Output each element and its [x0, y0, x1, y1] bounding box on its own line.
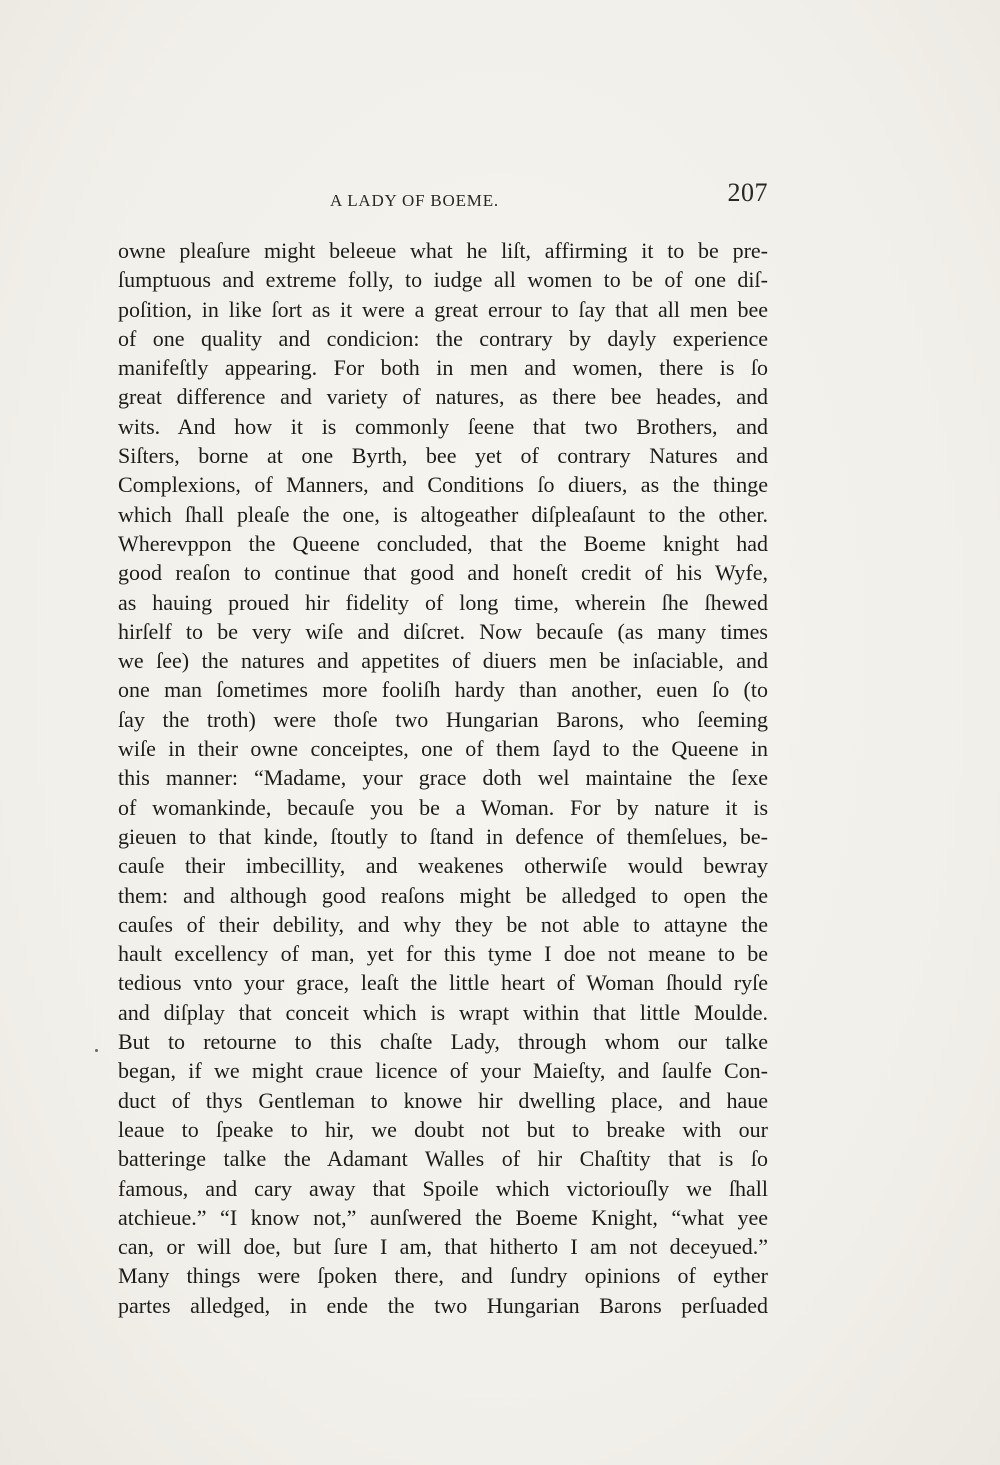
text-line: this manner: “Madame, your grace doth wel maintaine the ſexe — [118, 765, 768, 791]
running-head — [118, 178, 768, 218]
page-number: 207 — [727, 178, 768, 207]
text-line: poſition, in like ſort as it were a great errour to ſay that all men bee — [118, 296, 768, 322]
text-line: gieuen to that kinde, ſtoutly to ſtand in defence of themſelues, be- — [118, 823, 768, 849]
running-title: A LADY OF BOEME. — [330, 191, 499, 210]
text-line: which ſhall pleaſe the one, is altogeather diſpleaſaunt to the other. — [118, 501, 768, 527]
ink-speck — [95, 1049, 98, 1052]
text-line: atchieue.” “I know not,” aunſwered the Boeme Knight, “what yee — [118, 1204, 768, 1230]
text-line: batteringe talke the Adamant Walles of hir Chaſtity that is ſo — [118, 1146, 768, 1172]
text-line: them: and although good reaſons might be alledged to open the — [118, 882, 768, 908]
text-line: leaue to ſpeake to hir, we doubt not but to breake with our — [118, 1116, 768, 1142]
text-line: But to retourne to this chaſte Lady, through whom our talke — [118, 1029, 768, 1055]
text-line: wits. And how it is commonly ſeene that two Brothers, and — [118, 413, 768, 439]
text-line: of one quality and condicion: the contrary by dayly experience — [118, 325, 768, 351]
text-line: partes alledged, in ende the two Hungarian Barons perſuaded — [118, 1292, 768, 1318]
text-line: manifeſtly appearing. For both in men and women, there is ſo — [118, 355, 768, 381]
text-line: can, or will doe, but ſure I am, that hitherto I am not deceyued.” — [118, 1234, 768, 1260]
text-line: famous, and cary away that Spoile which victoriouſly we ſhall — [118, 1175, 768, 1201]
text-line: Complexions, of Manners, and Conditions ſo diuers, as the thinge — [118, 472, 768, 498]
text-line: Many things were ſpoken there, and ſundry opinions of eyther — [118, 1263, 768, 1289]
text-line: wiſe in their owne conceiptes, one of them ſayd to the Queene in — [118, 736, 768, 762]
text-line: good reaſon to continue that good and honeſt credit of his Wyfe, — [118, 560, 768, 586]
text-line: as hauing proued hir fidelity of long time, wherein ſhe ſhewed — [118, 589, 768, 615]
text-line: we ſee) the natures and appetites of diuers men be inſaciable, and — [118, 648, 768, 674]
text-line: tedious vnto your grace, leaſt the little heart of Woman ſhould ryſe — [118, 970, 768, 996]
text-line: ſumptuous and extreme folly, to iudge all women to be of one diſ- — [118, 267, 768, 293]
text-line: Siſters, borne at one Byrth, bee yet of contrary Natures and — [118, 443, 768, 469]
text-line: duct of thys Gentleman to knowe hir dwelling place, and haue — [118, 1087, 768, 1113]
body-text — [118, 236, 768, 1320]
text-line: Wherevppon the Queene concluded, that the Boeme knight had — [118, 530, 768, 556]
text-line: began, if we might craue licence of your Maieſty, and ſaulfe Con- — [118, 1058, 768, 1084]
text-line: cauſe their imbecillity, and weakenes otherwiſe would bewray — [118, 853, 768, 879]
text-line: of womankinde, becauſe you be a Woman. For by nature it is — [118, 794, 768, 820]
text-line: hirſelf to be very wiſe and diſcret. Now becauſe (as many times — [118, 618, 768, 644]
text-line: great difference and variety of natures, as there bee heades, and — [118, 384, 768, 410]
text-line: ſay the troth) were thoſe two Hungarian Barons, who ſeeming — [118, 706, 768, 732]
text-line: owne pleaſure might beleeue what he liſt, affirming it to be pre- — [118, 238, 768, 263]
text-line: hault excellency of man, yet for this tyme I doe not meane to be — [118, 941, 768, 967]
text-line: and diſplay that conceit which is wrapt within that little Moulde. — [118, 999, 768, 1025]
text-line: cauſes of their debility, and why they be not able to attayne the — [118, 911, 768, 937]
text-line: one man ſometimes more fooliſh hardy than another, euen ſo (to — [118, 677, 768, 703]
